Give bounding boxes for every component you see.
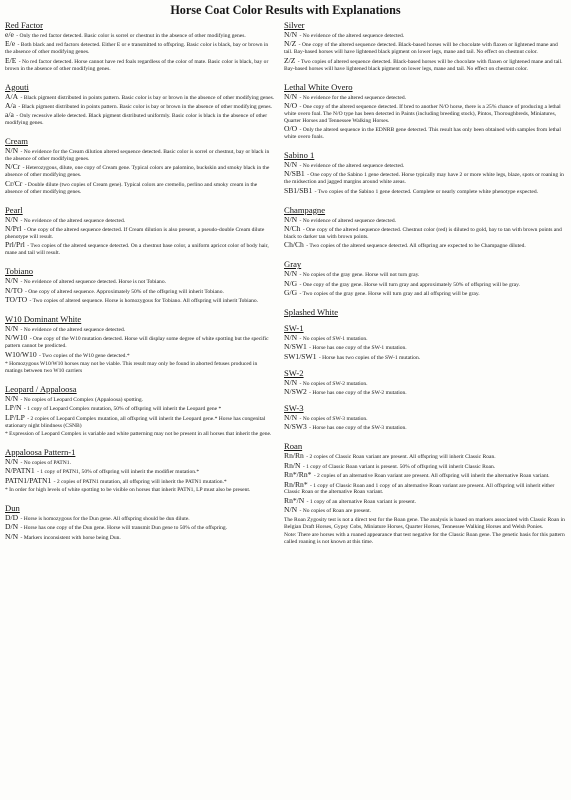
genotype-code: N/SW3 [284, 422, 307, 432]
section-sabino-1 [284, 150, 566, 196]
genotype-explanation: - No evidence of the altered sequence detected. [19, 217, 126, 224]
result-entry [5, 100, 276, 111]
section-heading: Dun [5, 502, 20, 513]
genotype-explanation: - Two copies of the gray gene. Horse will turn gray and all offspring will be gray. [298, 291, 480, 298]
genotype-code: N/N [5, 146, 19, 156]
genotype-explanation: - One copy of the altered sequence detected. Black-based horses will be chocolate with flaxen or lightened mane and tail. Bay-based horses will have lightened black pigment on lower legs, mane and tail. No effect on chestnut color. [284, 42, 558, 56]
genotype-explanation: - 1 copy of PATN1, 50% of offspring will inherit the modifier mutation.* [35, 469, 200, 476]
section-heading: Tobiano [5, 266, 34, 277]
genotype-code: N/N [284, 269, 298, 279]
genotype-code: N/PATN1 [5, 466, 35, 476]
genotype-explanation: - No evidence of altered sequence detected. [298, 217, 397, 224]
section-leopard-appaloosa [5, 384, 276, 438]
section-heading: SW-3 [284, 402, 304, 413]
genotype-explanation: - Two copies of the W10 gene detected.* [37, 352, 130, 359]
result-entry [284, 495, 566, 506]
genotype-code: N/N [284, 505, 298, 515]
genotype-code: TO/TO [5, 294, 28, 304]
section-tobiano [5, 266, 276, 305]
genotype-code: Rn/Rn [284, 451, 304, 461]
genotype-code: N/G [284, 278, 298, 288]
result-entry [5, 456, 276, 467]
genotype-code: E/E [5, 55, 17, 65]
section-heading: Leopard / Appaloosa [5, 383, 77, 394]
genotype-code: N/Z [284, 39, 297, 49]
genotype-explanation: - Double dilute (two copies of Cream gene). Typical colors are cremello, perlino and smoky cream in the absence of other modifying genes. [5, 181, 258, 195]
genotype-explanation: - No copies of SW-2 mutation. [298, 380, 368, 387]
section-cream [5, 136, 276, 195]
footnote: Note: There are horses with a roaned appearance that test negative for the Classic Roan gene. The genetic basis for this pattern called roaning is not known at this time. [284, 531, 565, 545]
genotype-code: LP/LP [5, 412, 25, 422]
genotype-explanation: - One copy of the Sabino 1 gene detected. Horse typically may have 2 or more white legs, blaze, spots or roaning in the midsection and jagged margins around white areas. [284, 172, 564, 186]
footnote: * In order for high levels of white spotting to be visible on horses that inherit PATN1, LP must also be present. [5, 487, 251, 494]
result-entry [5, 323, 276, 334]
section-gray [284, 259, 566, 298]
genotype-explanation: - Horse has one copy of the SW-3 mutation. [307, 425, 407, 432]
genotype-explanation: - Two copies of the altered sequence detected. All offspring are expected to be Champagne diluted. [304, 243, 526, 250]
result-entry [284, 55, 566, 73]
result-entry [5, 178, 276, 196]
genotype-code: A/A [5, 91, 19, 101]
genotype-explanation: - No evidence for the altered sequence detected. [298, 94, 407, 101]
genotype-code: SB1/SB1 [284, 185, 313, 195]
genotype-code: Rn/Rn* [284, 479, 308, 489]
genotype-code: Rn*/N [284, 495, 305, 505]
genotype-explanation: - No red factor detected. Horse cannot have red foals regardless of the color of mate. Basic color is black, bay or brown in the absence of other modifying genes. [5, 58, 269, 72]
section-lethal-white-overo [284, 82, 566, 141]
genotype-code: A/a [5, 100, 16, 110]
genotype-explanation: - Both black and red factors detected. Either E or e transmitted to offspring. Basic color is black, bay or brown in the absence of other modifying genes. [5, 42, 269, 56]
genotype-explanation: - Horse has one copy of the Dun gene. Horse will transmit Dun gene to 50% of the offspring. [19, 525, 228, 532]
result-entry [5, 412, 276, 430]
section-heading: Lethal White Overo [284, 81, 353, 92]
genotype-explanation: - Black pigment distributed in points pattern. Basic color is bay or brown in the absence of other modifying genes. [19, 94, 275, 101]
result-entry [284, 91, 566, 102]
genotype-code: N/N [284, 377, 298, 387]
section-appaloosa-pattern-1 [5, 447, 276, 494]
genotype-code: N/Prl [5, 224, 22, 233]
result-entry [284, 290, 566, 298]
result-entry [5, 393, 276, 404]
genotype-explanation: - Horse has two copies of the SW-1 mutation. [317, 354, 421, 361]
genotype-explanation: - No copies of SW-3 mutation. [298, 415, 368, 422]
genotype-code: N/TO [5, 285, 23, 295]
result-entry [5, 164, 276, 179]
genotype-explanation: - 2 copies of Classic Roan variant are present. All offspring will inherit Classic Roan. [304, 454, 496, 461]
section-heading: Appaloosa Pattern-1 [5, 446, 76, 457]
left-column [5, 20, 276, 551]
section-heading: Roan [284, 441, 303, 452]
section-heading: W10 Dominant White [5, 313, 82, 324]
genotype-explanation: - 2 copies of an alternative Roan variant are present. All offspring will inherit the alternative Roan variant. [312, 473, 550, 480]
genotype-explanation: - 1 copy of an alternative Roan variant is present. [305, 498, 417, 505]
genotype-explanation: - Only recessive allele detected. Black pigment distributed uniformly. Basic color is black in the absence of other modifying genes. [5, 113, 268, 127]
section-w10-dominant-white [5, 314, 276, 375]
result-entry [5, 531, 276, 542]
genotype-explanation: - One copy of the altered sequence detected. If bred to another N/O horse, there is a 25% chance of producing a lethal white overo foal. The N/O type has been detected in Paints (including breeding stock), Pintos, Thoroughbreds, Miniatures, Quarter Horses and Tennessee Walking Horses. [284, 103, 561, 124]
section-heading: Pearl [5, 204, 23, 215]
result-entry [5, 285, 276, 296]
result-entry [5, 91, 276, 102]
result-entry [5, 475, 276, 486]
genotype-explanation: - Two copies of the altered sequence detected. On a chestnut base color, a uniform apricot color of body hair, mane and tail will result. [5, 243, 269, 257]
result-entry [284, 100, 566, 125]
result-entry [284, 424, 566, 432]
genotype-code: LP/N [5, 403, 22, 413]
genotype-explanation: - No evidence of altered sequence detected. Horse is not Tobiano. [19, 279, 166, 286]
result-entry [5, 335, 276, 350]
section-agouti [5, 82, 276, 128]
result-entry [5, 349, 276, 360]
genotype-code: N/SB1 [284, 169, 305, 179]
section-heading: SW-1 [284, 322, 304, 333]
genotype-explanation: - Black pigment distributed in points pattern. Basic color is bay or brown in the absence of other modifying genes. [16, 103, 273, 110]
result-entry [284, 171, 566, 186]
genotype-code: e/e [5, 30, 14, 39]
genotype-code: D/D [5, 512, 19, 522]
result-entry [284, 242, 566, 250]
result-entry [284, 41, 566, 56]
genotype-code: O/O [284, 124, 298, 134]
result-entry [284, 271, 566, 279]
result-entry [5, 524, 276, 532]
genotype-explanation: - Two copies of altered sequence. Horse is homozygous for Tobiano. All offspring will inherit Tobiano. [28, 297, 259, 304]
genotype-code: G/G [284, 288, 298, 298]
result-entry [5, 242, 276, 257]
result-entry [284, 460, 566, 471]
genotype-explanation: - 1 copy of Leopard Complex mutation, 50% of offspring will inherit the Leopard gene * [22, 406, 222, 413]
section-heading: SW-2 [284, 367, 304, 378]
genotype-explanation: - Heterozygous, dilute, one copy of Cream gene. Typical colors are palomino, buckskin and smoky black in the absence of other modifying genes. [5, 165, 270, 179]
genotype-code: N/N [284, 332, 298, 342]
genotype-explanation: - No copies of PATN1. [19, 459, 71, 466]
genotype-explanation: - Horse has one copy of the SW-1 mutation. [307, 345, 407, 352]
genotype-explanation: - 1 copy of Classic Roan variant is present. 50% of offspring will inherit Classic Roan. [301, 463, 496, 470]
genotype-explanation: - No evidence of the altered sequence detected. [298, 33, 405, 39]
result-entry [5, 405, 276, 413]
result-entry [284, 32, 566, 40]
result-entry [284, 159, 566, 170]
genotype-explanation: - Horse has one copy of the SW-2 mutation. [307, 390, 407, 397]
section-heading: Champagne [284, 204, 326, 215]
result-entry [284, 351, 566, 362]
genotype-code: N/SW1 [284, 342, 307, 352]
genotype-code: N/N [284, 159, 298, 169]
section-heading: Sabino 1 [284, 149, 315, 160]
genotype-code: N/O [284, 100, 298, 110]
result-entry [284, 226, 566, 241]
section-pearl [5, 205, 276, 258]
genotype-explanation: - Only the altered sequence in the EDNRB gene detected. This result has only been obtained with samples from lethal white overo foals. [284, 127, 561, 141]
result-entry [5, 468, 276, 476]
genotype-code: N/N [284, 412, 298, 422]
result-entry [5, 32, 276, 40]
section-sw-3 [284, 403, 566, 432]
genotype-code: Cr/Cr [5, 178, 23, 188]
genotype-explanation: - No copies of SW-1 mutation. [298, 335, 368, 342]
result-entry [284, 344, 566, 352]
genotype-explanation: - One copy of altered sequence. Approximately 50% of the offspring will inherit Tobiano. [23, 288, 224, 295]
genotype-explanation: - 1 copy of Classic Roan and 1 copy of an alternative Roan variant are present. All offspring will inherit either Classic Roan or the alternative Roan variant. [284, 482, 555, 496]
result-entry [284, 214, 566, 225]
result-entry [284, 185, 566, 196]
genotype-explanation: - One copy of the altered sequence detected. Chestnut color (red) is diluted to gold, bay to tan with brown points and black to darker tan with brown points. [284, 227, 562, 240]
genotype-explanation: - 2 copies of PATN1 mutation, all offspring will inherit the PATN1 mutation.* [52, 478, 227, 485]
genotype-explanation: - Markers inconsistent with horse being Dun. [19, 534, 121, 541]
result-entry [5, 226, 276, 241]
result-entry [284, 472, 566, 480]
result-entry [5, 148, 276, 163]
genotype-explanation: - No copies of the gray gene. Horse will not turn gray. [298, 272, 420, 279]
result-entry [5, 278, 276, 286]
genotype-code: Prl/Prl [5, 240, 25, 250]
section-heading: Gray [284, 259, 302, 270]
genotype-code: N/N [284, 214, 298, 224]
genotype-code: N/Cr [5, 162, 21, 172]
genotype-explanation: - Two copies of altered sequence detected. Black-based horses will be chocolate with flaxen or lightened mane and tail. Bay-based horses will have lightened black pigment on lower legs, mane and tail. No effect on chestnut color. [284, 58, 563, 72]
result-entry [284, 126, 566, 141]
genotype-explanation: - No copies of Roan are present. [298, 508, 372, 515]
genotype-code: a/a [5, 110, 14, 120]
footnote: * Homozygous W10/W10 horses may not be viable. This result may only be found in aborted fetuses produced in matings between two W10 carriers [5, 360, 258, 374]
section-heading: Splashed White [284, 306, 339, 317]
genotype-explanation: - Two copies of the Sabino 1 gene detected. Complete or nearly complete white phenotype expected. [313, 188, 538, 195]
result-entry [284, 507, 566, 515]
genotype-code: D/N [5, 522, 19, 532]
genotype-code: Z/Z [284, 55, 296, 65]
genotype-code: SW1/SW1 [284, 351, 317, 361]
genotype-code: N/N [5, 393, 19, 403]
result-entry [5, 294, 276, 305]
genotype-code: Ch/Ch [284, 240, 304, 250]
genotype-code: N/N [5, 531, 19, 541]
genotype-code: E/e [5, 39, 16, 49]
section-splashed-white [284, 307, 566, 317]
section-heading: Cream [5, 136, 28, 147]
result-entry [5, 214, 276, 225]
result-entry [284, 278, 566, 289]
result-entry [5, 55, 276, 73]
result-entry [284, 453, 566, 461]
genotype-code: N/Ch [284, 224, 301, 233]
genotype-explanation: - No evidence for the Cream dilution altered sequence detected. Basic color is sorrel or chestnut, bay or black in the absence of other modifying genes. [5, 149, 270, 163]
genotype-code: PATN1/PATN1 [5, 475, 52, 485]
page-title: Horse Coat Color Results with Explanations [170, 3, 401, 17]
section-sw-1 [284, 323, 566, 362]
genotype-explanation: - No evidence of the altered sequence detected. [298, 162, 405, 169]
section-silver [284, 20, 566, 73]
genotype-explanation: - 2 copies of Leopard Complex mutation, all offspring will inherit the Leopard gene.* Horse has congenital stationary night blindness (CSNB) [5, 415, 266, 429]
section-red-factor [5, 20, 276, 73]
genotype-code: N/N [5, 276, 19, 286]
genotype-explanation: - Horse is homozygous for the Dun gene. All offspring should be dun dilute. [19, 515, 190, 522]
section-sw-2 [284, 368, 566, 397]
right-column [284, 20, 566, 555]
footnote: The Roan Zygosity test is not a direct test for the Roan gene. The analysis is based on markers associated with Classic Roan in Belgian Draft Horses, Gypsy Cobs, Miniature Horses, Quarter Horses, Tennessee Walking Horses and Welsh Ponies. [284, 516, 565, 530]
result-entry [284, 377, 566, 388]
genotype-explanation: - No evidence of the altered sequence detected. [19, 326, 126, 333]
genotype-explanation: - One copy of the gray gene. Horse will turn gray and approximately 50% of offspring will be gray. [298, 281, 520, 288]
section-heading: Agouti [5, 81, 29, 92]
genotype-code: N/N [5, 323, 19, 333]
section-roan [284, 441, 566, 545]
genotype-explanation: - One copy of the W10 mutation detected. Horse will display some degree of white spotting but the specific pattern cannot be predicted. [5, 336, 269, 350]
genotype-code: N/N [5, 214, 19, 224]
result-entry [284, 479, 566, 497]
section-heading: Silver [284, 20, 305, 30]
result-entry [284, 332, 566, 343]
genotype-code: N/SW2 [284, 387, 307, 397]
genotype-explanation: - One copy of the altered sequence detected. If Cream dilution is also present, a pseudo-double Cream dilute phenotype will result. [5, 227, 265, 240]
result-entry [5, 112, 276, 127]
footnote: * Expression of Leopard Complex is variable and white patterning may not be present in all horses that inherit the gene. [5, 430, 272, 437]
genotype-explanation: - No copies of Leopard Complex (Appaloosa) spotting. [19, 396, 144, 403]
genotype-code: N/W10 [5, 333, 28, 343]
section-champagne [284, 205, 566, 251]
genotype-code: N/N [284, 30, 298, 39]
genotype-code: N/N [5, 456, 19, 466]
section-dun [5, 503, 276, 542]
section-heading: Red Factor [5, 20, 43, 30]
genotype-code: Rn*/Rn* [284, 470, 312, 480]
result-entry [284, 389, 566, 397]
genotype-explanation: - Only the red factor detected. Basic color is sorrel or chestnut in the absence of other modifying genes. [14, 33, 246, 39]
genotype-code: Rn/N [284, 460, 301, 470]
genotype-code: N/N [284, 91, 298, 101]
result-entry [284, 412, 566, 423]
genotype-code: W10/W10 [5, 349, 37, 359]
result-entry [5, 41, 276, 56]
result-entry [5, 512, 276, 523]
